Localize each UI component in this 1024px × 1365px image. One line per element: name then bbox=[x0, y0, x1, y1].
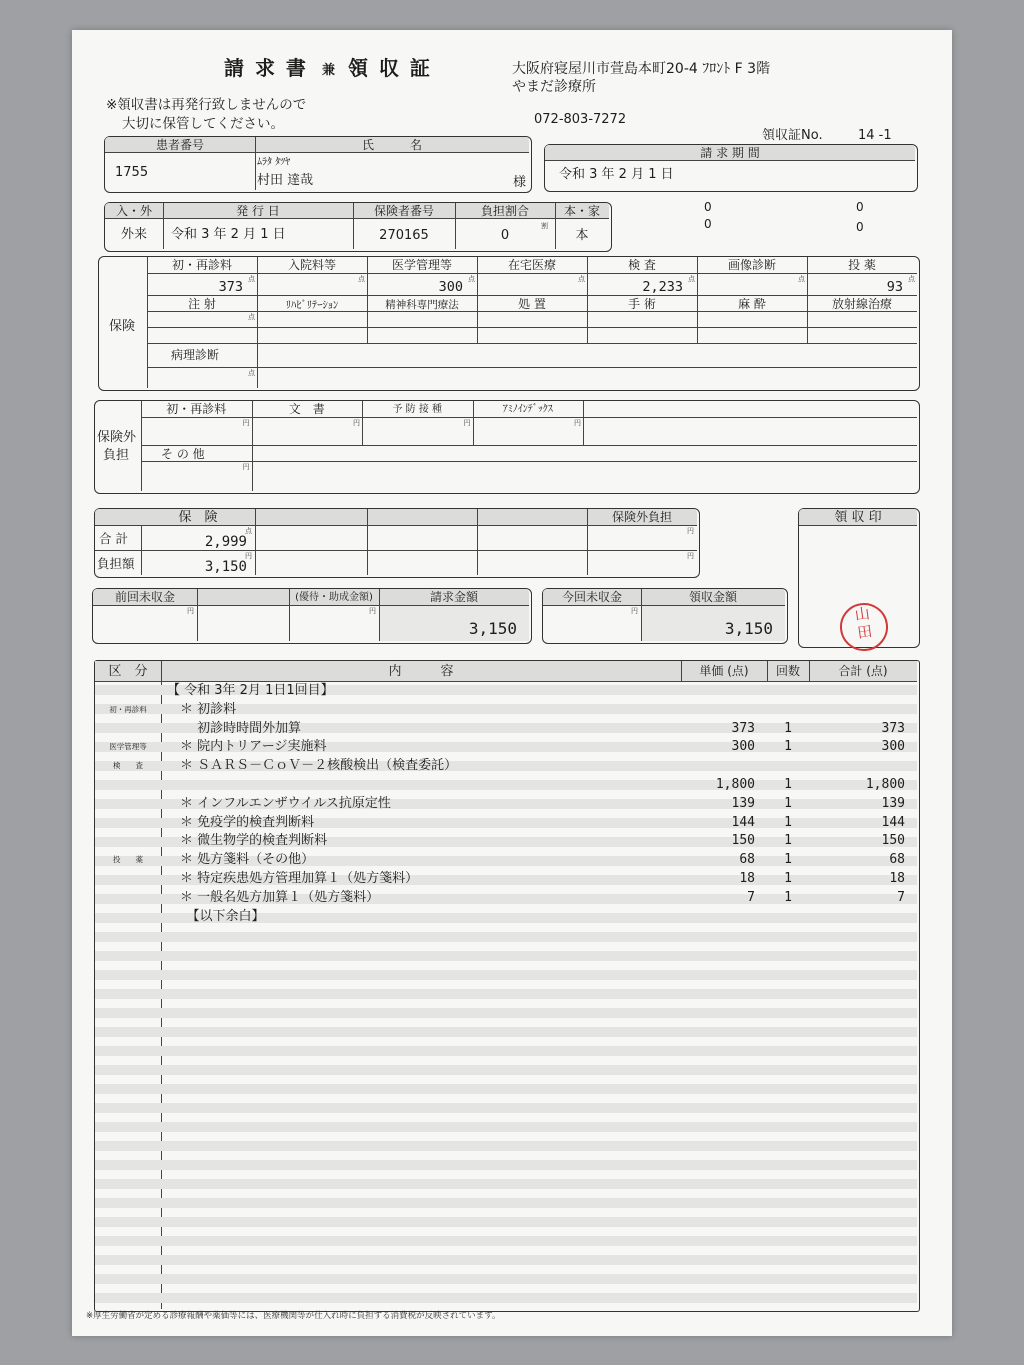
ins-label-2: 医学管理等 bbox=[391, 258, 452, 272]
payment-box-right bbox=[542, 588, 788, 644]
ins-label-3: 在宅医療 bbox=[507, 258, 556, 272]
detail-content-4: ＊ ＳＡＲＳ－ＣｏＶ－２核酸検出（検査委託） bbox=[167, 758, 458, 774]
detail-price-5: 1,800 bbox=[715, 777, 755, 792]
nonins-unit-other: 円 bbox=[242, 463, 250, 471]
seal-char-2: 田 bbox=[856, 621, 874, 642]
nonins-label-2: 予 防 接 種 bbox=[392, 404, 443, 415]
total-unit: 点 bbox=[245, 527, 252, 535]
payment-box-left bbox=[92, 588, 532, 644]
row-stripe bbox=[95, 1179, 917, 1189]
nonins-grid-line bbox=[141, 445, 917, 446]
detail-price-9: 68 bbox=[739, 852, 755, 868]
nonins-grid-line bbox=[141, 461, 917, 462]
ins-value-2: 300 bbox=[438, 279, 463, 295]
row-stripe bbox=[95, 1084, 917, 1094]
row-stripe bbox=[95, 951, 917, 961]
notice-line-2: 大切に保管してください。 bbox=[122, 116, 284, 132]
non-ins-side-label-2: 負担 bbox=[103, 448, 130, 463]
detail-total-8: 150 bbox=[881, 833, 905, 849]
billed-amount: 3,150 bbox=[468, 619, 517, 638]
nonins-label-3: ｱﾐﾉｲﾝﾃﾞｯｸｽ bbox=[502, 404, 553, 415]
visit-type: 外来 bbox=[120, 227, 147, 242]
insurance-side-label: 保険 bbox=[109, 319, 136, 334]
nonins-grid-line bbox=[141, 417, 917, 418]
detail-content-12: 【以下余白】 bbox=[167, 908, 265, 924]
visit-type-label: 入・外 bbox=[115, 204, 152, 218]
nonins-yen-2: 円 bbox=[687, 552, 694, 560]
ins-unit-1: 点 bbox=[358, 275, 365, 283]
ins-value-0: 373 bbox=[218, 279, 243, 295]
extra-a1: 0 bbox=[704, 200, 712, 214]
ratio-label: 負担割合 bbox=[480, 204, 529, 218]
row-stripe bbox=[95, 1274, 917, 1284]
nonins-unit-3: 円 bbox=[574, 419, 581, 427]
totals-noninsurance-label: 保険外負担 bbox=[611, 510, 672, 524]
row-stripe bbox=[95, 1160, 917, 1170]
detail-count-3: 1 bbox=[784, 739, 792, 755]
ins-label2-5: 麻 酔 bbox=[738, 297, 766, 311]
ins-label2-2: 精神科専門療法 bbox=[385, 299, 459, 311]
detail-total-2: 373 bbox=[881, 720, 905, 736]
col-total: 合計 (点) bbox=[838, 664, 888, 678]
ins-value-6: 93 bbox=[886, 279, 903, 295]
detail-content-1: ＊ 初診料 bbox=[167, 701, 237, 717]
total-label: 合 計 bbox=[99, 531, 128, 546]
row-stripe bbox=[95, 1293, 917, 1303]
ins-grid-line bbox=[147, 273, 917, 274]
ins-grid-line bbox=[147, 367, 917, 368]
detail-total-5: 1,800 bbox=[865, 777, 905, 792]
non-ins-side-label-1: 保険外 bbox=[97, 430, 137, 445]
burden-ratio: 0 bbox=[500, 228, 510, 243]
row-stripe bbox=[95, 1122, 917, 1132]
patient-box bbox=[104, 136, 532, 193]
extra-b1: 0 bbox=[856, 200, 864, 214]
family-label: 本・家 bbox=[563, 204, 600, 218]
patient-id-label: 患者番号 bbox=[155, 138, 204, 152]
detail-content-11: ＊ 一般名処方加算１（処方箋料） bbox=[167, 889, 380, 905]
nonins-unit-0: 円 bbox=[242, 419, 250, 427]
detail-price-2: 373 bbox=[731, 720, 755, 736]
burden-unit: 円 bbox=[245, 552, 252, 560]
row-stripe bbox=[95, 932, 917, 942]
patient-honorific: 様 bbox=[513, 175, 527, 190]
nonins-label-0: 初・再診料 bbox=[166, 402, 227, 416]
detail-count-8: 1 bbox=[784, 833, 792, 849]
notice-line-1: ※領収書は再発行致しませんので bbox=[106, 97, 307, 113]
family-type: 本 bbox=[575, 228, 589, 243]
ins-grid-line bbox=[147, 295, 917, 296]
nonins-other-label: そ の 他 bbox=[161, 447, 205, 461]
detail-count-10: 1 bbox=[784, 871, 792, 886]
row-stripe bbox=[95, 1141, 917, 1151]
issue-date: 令和 3 年 2 月 1 日 bbox=[171, 227, 286, 242]
patient-name: 村田 達哉 bbox=[257, 173, 314, 188]
insurer-number: 270165 bbox=[379, 228, 429, 243]
insurer-label: 保険者番号 bbox=[373, 204, 434, 218]
row-stripe bbox=[95, 1217, 917, 1227]
billing-period: 令和 3 年 2 月 1 日 bbox=[559, 167, 674, 182]
title-sub: 兼 bbox=[322, 63, 336, 78]
ins-unit-2: 点 bbox=[468, 275, 475, 283]
nonins-grid-vline bbox=[583, 401, 584, 445]
patient-name-label: 氏 名 bbox=[361, 138, 422, 152]
ins-grid-line bbox=[147, 327, 917, 328]
detail-content-9: ＊ 処方箋料（その他） bbox=[167, 852, 315, 868]
row-stripe bbox=[95, 1255, 917, 1265]
detail-count-11: 1 bbox=[784, 889, 792, 905]
row-stripe bbox=[95, 1236, 917, 1246]
clinic-name: やまだ診療所 bbox=[512, 79, 596, 95]
ins-unit-row3: 点 bbox=[248, 369, 255, 377]
ins-grid-vline-low bbox=[257, 343, 258, 388]
detail-content-2: 初診時時間外加算 bbox=[167, 720, 302, 736]
detail-price-3: 300 bbox=[731, 739, 755, 755]
non-insurance-box bbox=[94, 400, 920, 494]
visit-info-box bbox=[104, 202, 612, 252]
detail-content-8: ＊ 微生物学的検査判断料 bbox=[167, 833, 328, 849]
col-count: 回数 bbox=[775, 664, 800, 678]
seal-char-1: 山 bbox=[853, 604, 871, 625]
clinic-address: 大阪府寝屋川市萱島本町20-4 ﾌﾛﾝﾄ F 3階 bbox=[512, 61, 771, 77]
received-amount: 3,150 bbox=[724, 619, 773, 638]
detail-category-2: 検 査 bbox=[113, 761, 143, 771]
curr-unpaid-label: 今回未収金 bbox=[561, 590, 622, 604]
detail-content-6: ＊ インフルエンザウイルス抗原定性 bbox=[167, 795, 391, 811]
col-price: 単価 (点) bbox=[699, 664, 749, 678]
detail-count-9: 1 bbox=[784, 852, 792, 868]
col-category: 区 分 bbox=[108, 664, 148, 679]
patient-id: 1755 bbox=[115, 165, 149, 180]
ins-unit-0: 点 bbox=[248, 275, 255, 283]
issue-date-label: 発 行 日 bbox=[236, 204, 280, 218]
total-points: 2,999 bbox=[204, 534, 247, 550]
detail-total-3: 300 bbox=[881, 739, 905, 755]
detail-price-8: 150 bbox=[731, 833, 755, 849]
ins-label-1: 入院料等 bbox=[287, 258, 336, 272]
detail-price-10: 18 bbox=[739, 871, 755, 886]
ins-label2-4: 手 術 bbox=[628, 297, 656, 311]
discount-yen: 円 bbox=[369, 607, 376, 615]
ins-label-6: 投 薬 bbox=[848, 258, 876, 272]
ins-label2-0: 注 射 bbox=[188, 297, 216, 311]
detail-price-7: 144 bbox=[731, 814, 755, 830]
ins-unit-3: 点 bbox=[578, 275, 585, 283]
nonins-unit-1: 円 bbox=[353, 419, 360, 427]
ins-label-4: 検 査 bbox=[628, 258, 656, 272]
ins-label-0: 初・再診料 bbox=[171, 258, 232, 272]
received-label: 領収金額 bbox=[688, 590, 737, 604]
nonins-label-1: 文 書 bbox=[288, 402, 325, 416]
detail-category-1: 医学管理等 bbox=[109, 742, 147, 752]
discount-label: (優待・助成金額) bbox=[295, 592, 373, 603]
ins-label2-6: 放射線治療 bbox=[831, 297, 892, 311]
detail-count-6: 1 bbox=[784, 795, 792, 811]
billing-period-box bbox=[544, 144, 918, 192]
detail-count-5: 1 bbox=[784, 777, 792, 792]
detail-total-9: 68 bbox=[889, 852, 905, 868]
detail-count-7: 1 bbox=[784, 814, 792, 830]
ins-label2-3: 処 置 bbox=[518, 297, 546, 311]
extra-a2: 0 bbox=[704, 217, 712, 231]
col-content: 内 容 bbox=[388, 664, 454, 679]
row-stripe bbox=[95, 1065, 917, 1075]
detail-category-3: 投 薬 bbox=[113, 855, 143, 865]
detail-content-7: ＊ 免疫学的検査判断料 bbox=[167, 814, 315, 830]
ins-value-4: 2,233 bbox=[642, 279, 683, 295]
billed-label: 請求金額 bbox=[429, 590, 478, 604]
detail-table bbox=[94, 660, 920, 1312]
detail-total-6: 139 bbox=[881, 795, 905, 811]
receipt-no: 14 -1 bbox=[858, 128, 892, 143]
ins-label-5: 画像診断 bbox=[727, 258, 776, 272]
burden-amount: 3,150 bbox=[204, 559, 247, 575]
ins-unit-4: 点 bbox=[688, 275, 695, 283]
title-main: 請 求 書 bbox=[224, 56, 308, 80]
nonins-yen-1: 円 bbox=[687, 527, 694, 535]
ins-unit-5: 点 bbox=[798, 275, 805, 283]
billing-period-label: 請 求 期 間 bbox=[700, 146, 760, 160]
ins-grid-line bbox=[147, 343, 917, 344]
detail-total-11: 7 bbox=[897, 889, 905, 905]
row-stripe bbox=[95, 1198, 917, 1208]
receipt-no-label: 領収証No. bbox=[762, 128, 823, 143]
detail-category-0: 初・再診料 bbox=[109, 704, 147, 714]
ins-label2-1: ﾘﾊﾋﾞﾘﾃｰｼｮﾝ bbox=[285, 299, 339, 311]
ins-pathology-label: 病理診断 bbox=[171, 348, 220, 362]
detail-price-11: 7 bbox=[747, 889, 755, 905]
receipt-paper bbox=[72, 30, 952, 1336]
patient-kana: ﾑﾗﾀ ﾀﾂﾔ bbox=[257, 157, 291, 168]
extra-b2: 0 bbox=[856, 220, 864, 234]
row-stripe bbox=[95, 1103, 917, 1113]
clinic-phone: 072-803-7272 bbox=[534, 112, 627, 127]
row-stripe bbox=[95, 1027, 917, 1037]
detail-content-3: ＊ 院内トリアージ実施料 bbox=[167, 739, 327, 755]
ins-unit-row2: 点 bbox=[248, 313, 255, 321]
ins-unit-6: 点 bbox=[908, 275, 915, 283]
prev-unpaid-label: 前回未収金 bbox=[114, 590, 175, 604]
detail-count-2: 1 bbox=[784, 720, 792, 736]
title-end: 領 収 証 bbox=[348, 56, 432, 80]
footer-note: ※厚生労働省が定める診療報酬や薬価等には、医療機関等が仕入れ時に負担する消費税が反映されています。 bbox=[86, 1311, 501, 1321]
detail-price-6: 139 bbox=[731, 795, 755, 811]
ratio-unit: 割 bbox=[541, 222, 548, 230]
detail-total-7: 144 bbox=[881, 814, 905, 830]
totals-box bbox=[94, 508, 700, 578]
totals-insurance-label: 保 険 bbox=[178, 510, 218, 525]
curr-unpaid-yen: 円 bbox=[631, 607, 638, 615]
prev-unpaid-yen: 円 bbox=[187, 607, 194, 615]
insurance-points-box bbox=[98, 256, 920, 391]
detail-total-10: 18 bbox=[889, 871, 905, 886]
row-stripe bbox=[95, 989, 917, 999]
stamp-label: 領 収 印 bbox=[834, 510, 882, 525]
nonins-unit-2: 円 bbox=[463, 419, 471, 427]
detail-content-0: 【 令和 3年 2月 1日1回目】 bbox=[167, 683, 334, 698]
row-stripe bbox=[95, 970, 917, 980]
detail-content-10: ＊ 特定疾患処方管理加算１（処方箋料） bbox=[167, 871, 419, 886]
burden-label: 負担額 bbox=[97, 556, 135, 571]
row-stripe bbox=[95, 1008, 917, 1018]
row-stripe bbox=[95, 1046, 917, 1056]
